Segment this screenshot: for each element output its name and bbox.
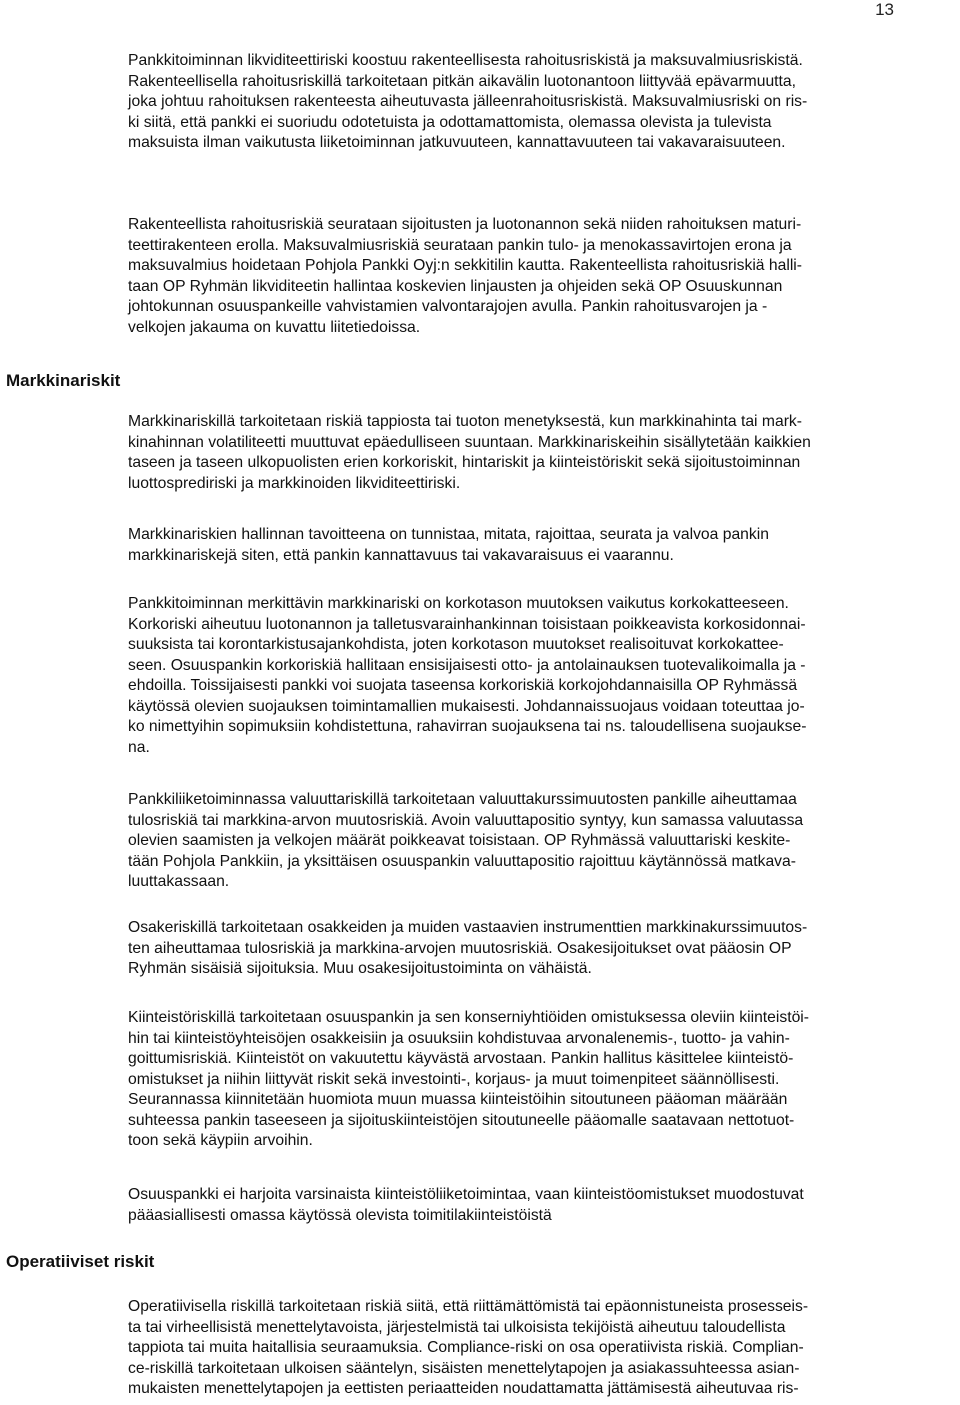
text-line: joka johtuu rahoituksen rakenteesta aiheutuvasta jälleenrahoitusriskistä. Maksuvalmiusriski on ris-	[128, 93, 808, 110]
paragraph-equity-risk	[128, 918, 958, 980]
text-line: Pankkitoiminnan likviditeettiriski koostuu rakenteellisesta rahoitusriskistä ja maksuvalmiusriskistä.	[128, 52, 803, 69]
text-line: luottosprediriski ja markkinoiden likviditeettiriski.	[128, 474, 461, 492]
text-line: ce-riskillä tarkoitetaan ulkoisen sääntelyn, sisäisten menettelytapojen ja asiakassuhteessa asian-	[128, 1359, 800, 1377]
text-line: goittumisriskiä. Kiinteistöt on vakuutettu käyvästä arvostaan. Pankin hallitus käsittelee kiinteistö-	[128, 1050, 794, 1067]
text-line: Pankkitoiminnan merkittävin markkinariski on korkotason muutoksen vaikutus korkokatteeseen.	[128, 595, 789, 612]
text-line: seen. Osuuspankin korkoriskiä hallitaan ensisijaisesti otto- ja antolainauksen tuotevalikoimalla ja -	[128, 656, 806, 674]
text-line: ten aiheuttamaa tulosriskiä ja markkina-arvojen muutosriskiä. Osakesijoitukset ovat pääosin OP	[128, 939, 792, 957]
text-line: kinahinnan volatiliteetti muuttuvat epäedulliseen suuntaan. Markkinariskeihin sisällytetään kaikkien	[128, 433, 811, 451]
text-line: taseen ja taseen ulkopuolisten erien korkoriskit, hintariskit ja kiinteistöriskit sekä sijoitustoiminnan	[128, 454, 801, 471]
text-line: Markkinariskien hallinnan tavoitteena on tunnistaa, mitata, rajoittaa, seurata ja valvoa pankin	[128, 526, 769, 543]
text-line: markkinariskejä siten, että pankin kannattavuus tai vakavaraisuus ei vaarannu.	[128, 546, 674, 564]
text-line: velkojen jakauma on kuvattu liitetiedoissa.	[128, 318, 421, 336]
text-line: Markkinariskillä tarkoitetaan riskiä tappiosta tai tuoton menetyksestä, kun markkinahinta tai mark-	[128, 413, 802, 430]
paragraph-structural-funding-risk	[128, 215, 958, 338]
text-line: maksuista ilman vaikutusta liiketoiminnan jatkuvuuteen, kannattavuuteen tai vakavaraisuuteen.	[128, 134, 786, 151]
text-line: johtokunnan osuuspankeille vahvistamien valvontarajojen avulla. Pankin rahoitusvarojen ja -	[128, 298, 768, 315]
text-line: toon sekä käypiin arvoihin.	[128, 1132, 313, 1149]
text-line: Kiinteistöriskillä tarkoitetaan osuuspankin ja sen konserniyhtiöiden omistuksessa oleviin kiinteistöi-	[128, 1009, 810, 1026]
text-line: ta tai virheellisistä menettelytavoista, järjestelmistä tai ulkoisista tekijöistä aiheutuu taloudellista	[128, 1318, 786, 1336]
text-line: tappiota tai muita haitallisia seuraamuksia. Compliance-riski on osa operatiivista riskiä. Complian-	[128, 1339, 804, 1356]
text-line: luuttakassaan.	[128, 873, 230, 890]
text-line: ko nimettyihin sopimuksiin kohdistettuna, rahavirran suojauksena tai ns. taloudellisena suojaukse-	[128, 718, 807, 735]
text-line: Pankkiliiketoiminnassa valuuttariskillä tarkoitetaan valuuttakurssimuutosten pankille aiheuttamaa	[128, 791, 797, 808]
text-line: Rakenteellisella rahoitusriskillä tarkoitetaan pitkän aikavälin luotonantoon liittyvää epävarmuutta,	[128, 72, 796, 90]
paragraph-market-risk-management	[128, 525, 958, 566]
text-line: tulosriskiä tai markkina-arvon muutosriskiä. Avoin valuuttapositio syntyy, kun samassa valuutassa	[128, 811, 804, 829]
text-line: ehdoilla. Toissijaisesti pankki voi suojata taseensa korkoriskiä korkojohdannaisilla OP Ryhmässä	[128, 677, 798, 694]
text-line: Rakenteellista rahoitusriskiä seurataan sijoitusten ja luotonannon sekä niiden rahoituksen maturi-	[128, 216, 802, 233]
text-line: pääasiallisesti omassa käytössä olevista toimitilakiinteistöistä	[128, 1206, 552, 1224]
paragraph-interest-rate-risk	[128, 594, 958, 758]
paragraph-currency-risk	[128, 790, 958, 893]
paragraph-real-estate-business	[128, 1185, 958, 1226]
paragraph-real-estate-risk	[128, 1008, 958, 1152]
text-line: Seurannassa kiinnitetään huomiota muun muassa kiinteistöihin sitoutuneen pääoman määrään	[128, 1091, 788, 1108]
text-line: na.	[128, 738, 150, 756]
text-line: Osakeriskillä tarkoitetaan osakkeiden ja muiden vastaavien instrumenttien markkinakurssimuutos-	[128, 919, 808, 936]
heading-market-risks: Markkinariskit	[6, 371, 121, 390]
text-line: Osuuspankki ei harjoita varsinaista kiinteistöliiketoimintaa, vaan kiinteistöomistukset muodostuvat	[128, 1186, 804, 1203]
text-line: suuksista tai korontarkistusajankohdista, joten korkotason muutokset realisoituvat korkokattee-	[128, 636, 784, 653]
page-number: 13	[875, 0, 894, 19]
paragraph-operational-risk	[128, 1297, 958, 1400]
text-line: Ryhmän sisäisiä sijoituksia. Muu osakesijoitustoiminta on vähäistä.	[128, 960, 592, 977]
text-line: ki siitä, että pankki ei suoriudu odotetuista ja odottamattomista, olemassa olevista ja tulevista	[128, 113, 772, 131]
text-line: teettirakenteen erolla. Maksuvalmiusriskiä seurataan pankin tulo- ja menokassavirtojen erona ja	[128, 236, 792, 254]
text-line: omistukset ja niihin liittyvät riskit sekä investointi-, korjaus- ja muut toimenpiteet säännöllisesti.	[128, 1070, 780, 1088]
text-line: taan OP Ryhmän likviditeetin hallintaa koskevien linjausten ja ohjeiden sekä OP Osuuskunnan	[128, 277, 783, 295]
text-line: käytössä olevien suojauksen toimintamallien mukaisesti. Johdannaissuojaus voidaan toteuttaa jo-	[128, 697, 805, 715]
paragraph-liquidity-risk	[128, 51, 958, 154]
text-line: maksuvalmius hoidetaan Pohjola Pankki Oyj:n sekkitilin kautta. Rakenteellista rahoitusriskiä halli-	[128, 257, 803, 274]
text-line: Operatiivisella riskillä tarkoitetaan riskiä siitä, että riittämättömistä tai epäonnistuneista prosesseis-	[128, 1298, 809, 1315]
text-line: suhteessa pankin taseeseen ja sijoituskiinteistöjen sitoutuneelle pääomalle saatavaan nettotuot-	[128, 1111, 795, 1129]
text-line: mukaisten menettelytapojen ja eettisten periaatteiden noudattamatta jättämisestä aiheutuvaa ris-	[128, 1380, 799, 1397]
text-line: olevien saamisten ja velkojen määrät poikkeavat toisistaan. OP Ryhmässä valuuttariski keskite-	[128, 832, 791, 849]
text-line: Korkoriski aiheutuu luotonannon ja talletusvarainhankinnan toisistaan poikkeavista korkosidonnai-	[128, 615, 806, 633]
text-line: hin tai kiinteistöyhteisöjen osakkeisiin ja osuuksiin kohdistuvaa arvonalenemis-, tuotto- ja vahin-	[128, 1029, 790, 1047]
text-line: tään Pohjola Pankkiin, ja yksittäisen osuuspankin valuuttapositio rajoittuu käytännössä matkava-	[128, 852, 796, 870]
paragraph-market-risk-definition	[128, 412, 958, 494]
heading-operational-risks: Operatiiviset riskit	[6, 1252, 155, 1271]
